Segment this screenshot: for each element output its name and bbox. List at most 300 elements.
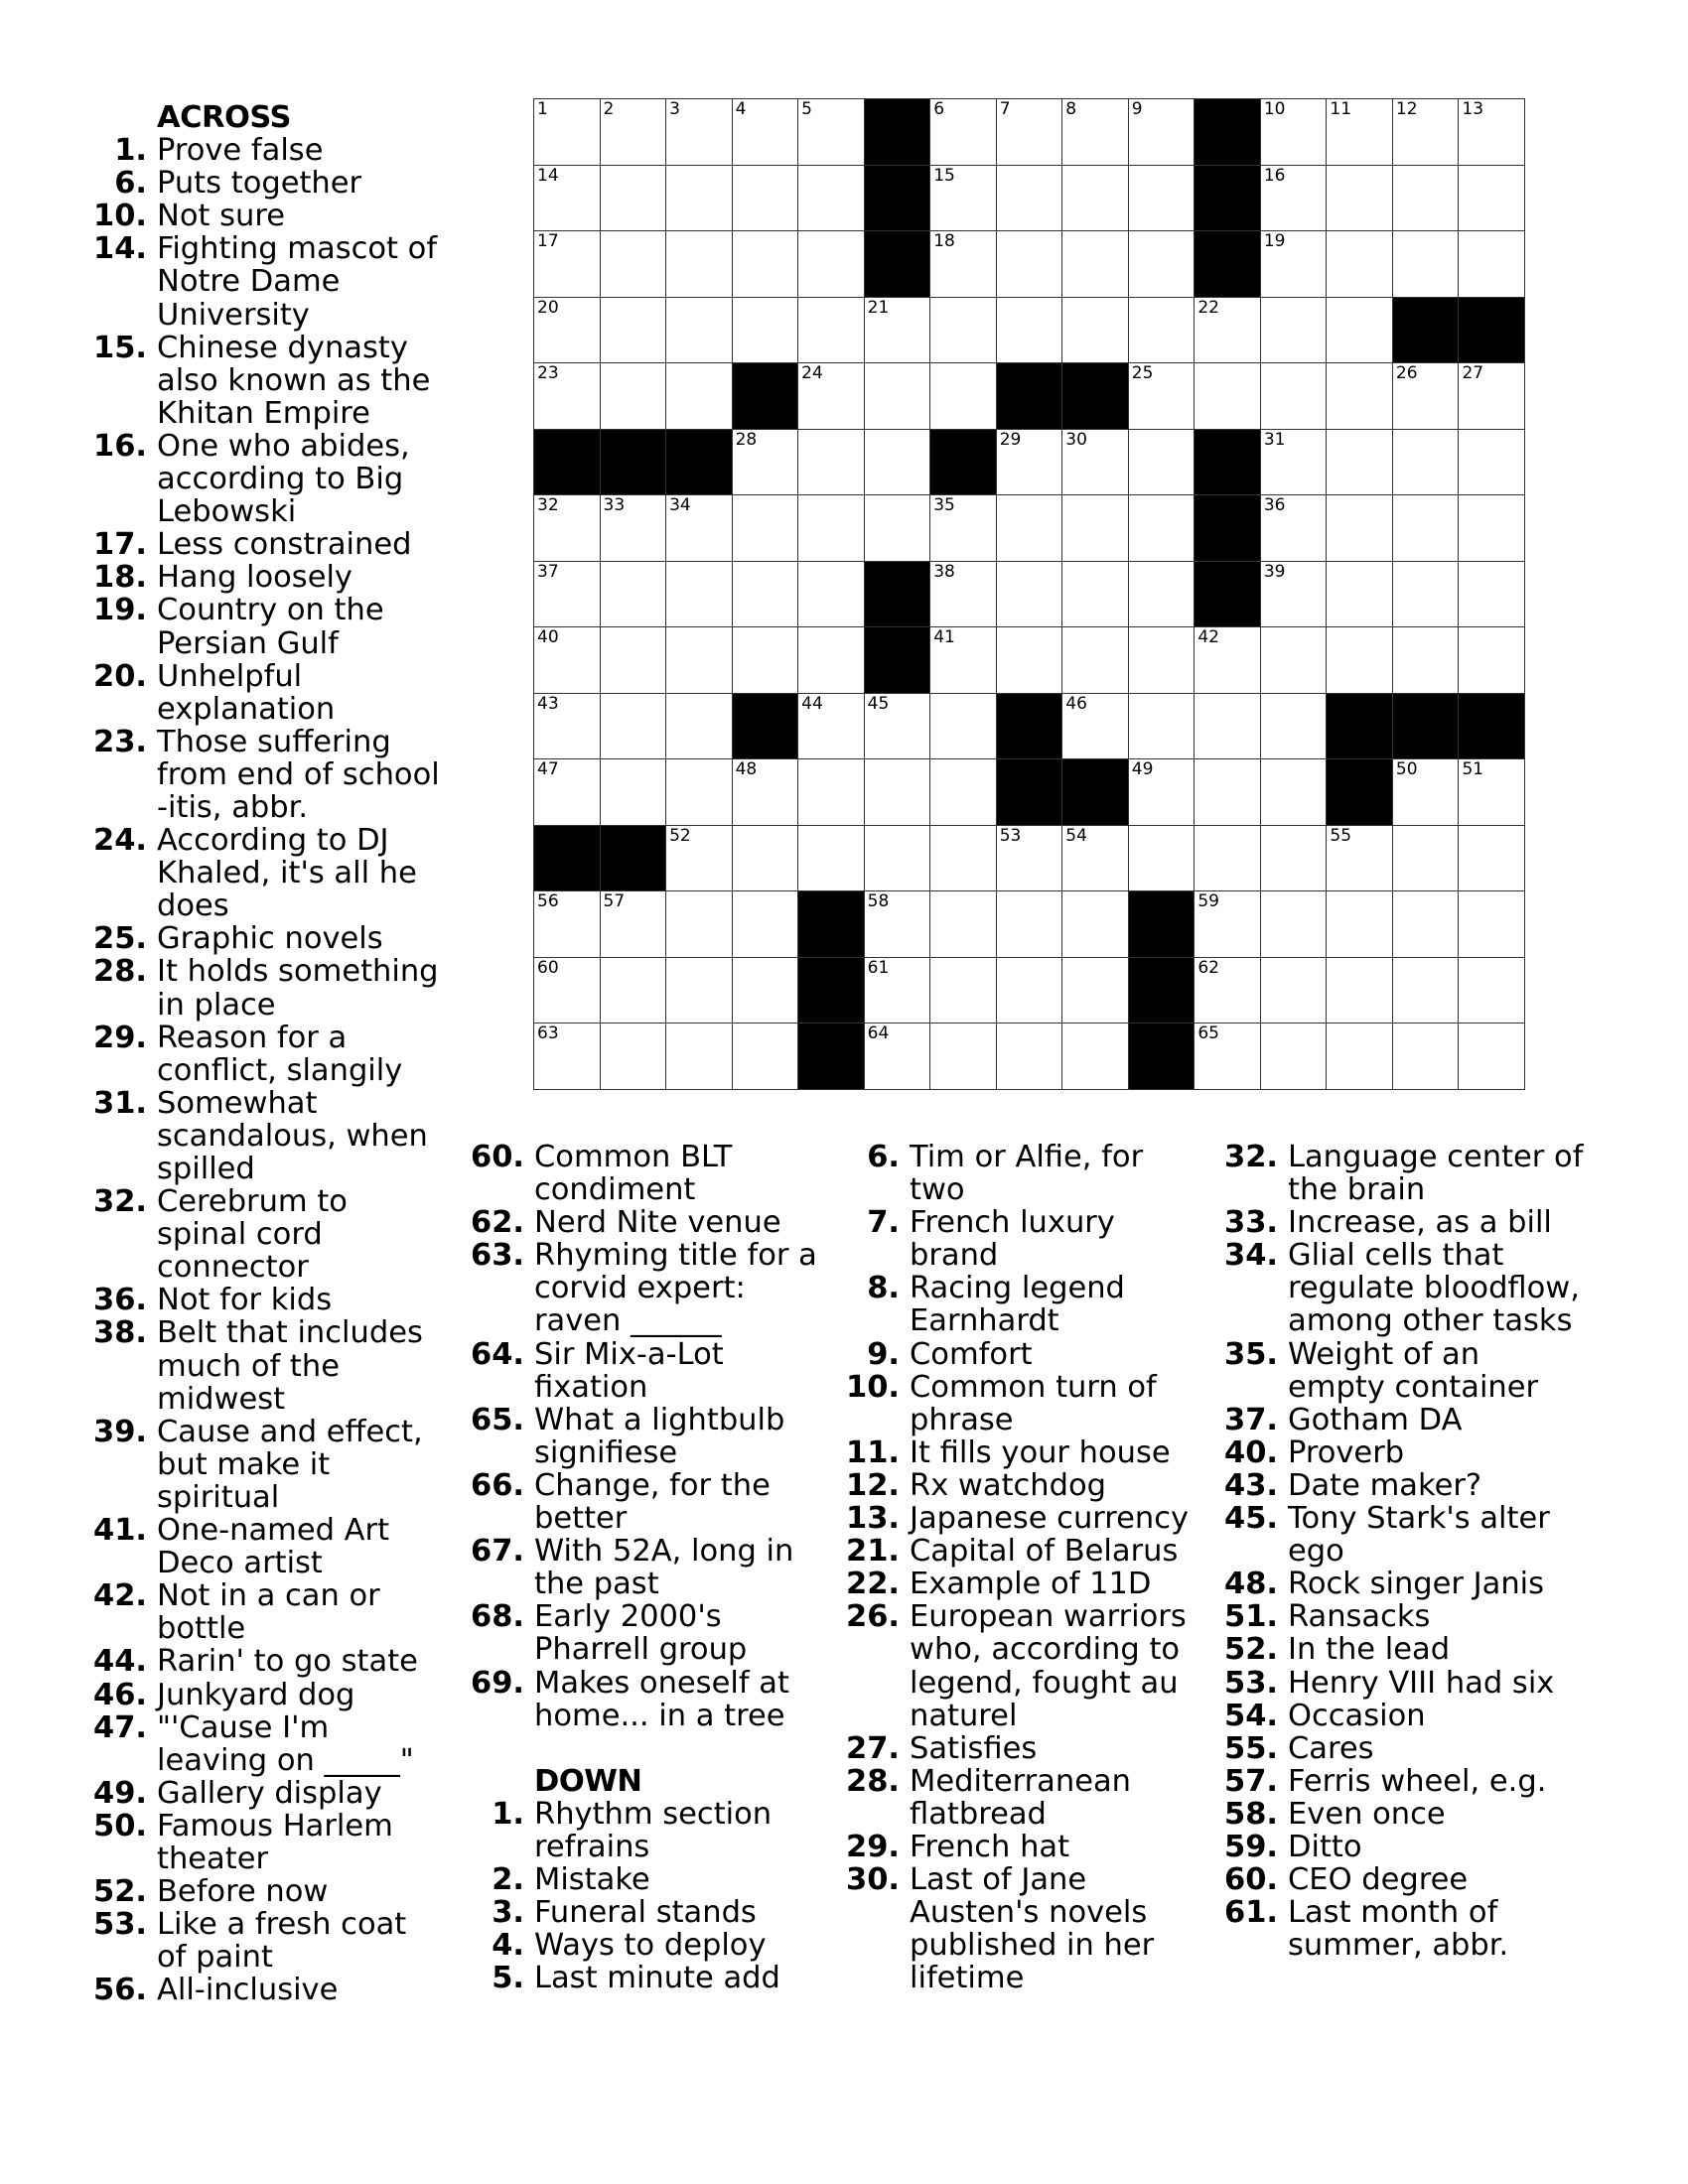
grid-cell [930,759,997,826]
grid-cell [930,627,997,694]
clue-across [92,1315,445,1417]
clue-number: 35. [1223,1336,1278,1372]
clue-down [845,1434,1207,1470]
clue-text: Example of 11D [910,1567,1152,1602]
clue-text: Tim or Alfie, for two [910,1140,1144,1208]
grid-cell [1261,562,1328,628]
clue-text: Prove false [157,133,324,169]
grid-cell [1129,495,1196,562]
clue-text: Cause and effect, but make it spiritual [157,1414,423,1515]
grid-cell [1459,1024,1525,1090]
clue-number: 38. [92,1315,147,1351]
grid-cell-number: 23 [537,363,559,384]
grid-cell [997,495,1063,562]
clue-across [92,330,445,431]
clue-down [1223,1895,1586,1964]
grid-block [1195,231,1261,298]
clue-text: Early 2000's Pharrell group [534,1599,748,1668]
grid-cell [1327,891,1393,958]
clue-down [1223,1698,1586,1733]
grid-cell [1195,298,1261,364]
grid-cell [1327,1024,1393,1090]
grid-cell-number: 56 [537,891,559,912]
grid-cell [534,891,601,958]
clue-number: 10. [845,1369,900,1405]
clue-text: Makes oneself at home... in a tree [534,1665,789,1733]
grid-cell [1261,430,1328,496]
clue-down [1223,1238,1586,1339]
clue-across [92,1907,445,1976]
grid-cell-number: 17 [537,231,559,252]
grid-cell [997,627,1063,694]
grid-cell [865,298,931,364]
clue-text: Proverb [1288,1434,1405,1470]
grid-cell [534,958,601,1024]
clue-down [1223,1796,1586,1832]
grid-cell-number: 47 [537,759,559,780]
grid-cell [1195,363,1261,430]
clue-text: Rock singer Janis [1288,1567,1545,1602]
grid-cell-number: 37 [537,561,559,582]
clue-number: 10. [92,199,147,234]
grid-cell-number: 24 [801,363,823,384]
clue-number: 9. [867,1336,900,1372]
grid-cell [1327,627,1393,694]
grid-cell [1129,759,1196,826]
grid-block [733,363,799,430]
grid-cell [1195,958,1261,1024]
clue-down [1223,1402,1586,1437]
grid-cell-number: 52 [669,825,691,846]
clue-down [1223,1567,1586,1602]
grid-block [865,562,931,628]
clue-number: 57. [1223,1763,1278,1799]
grid-cell [1327,166,1393,232]
grid-cell [666,298,733,364]
grid-cell-number: 54 [1065,825,1087,846]
grid-block [997,363,1063,430]
grid-block [1459,298,1525,364]
clue-across [114,133,445,169]
clue-text: Last of Jane Austen's novels published in her lifetime [910,1862,1155,1996]
clue-number: 64. [470,1336,524,1372]
clue-text: Country on the Persian Gulf [157,593,384,661]
clue-text: Ditto [1288,1829,1362,1864]
clue-text: Unhelpful explanation [157,658,336,727]
grid-cell-number: 44 [801,693,823,714]
grid-cell [534,759,601,826]
grid-cell [601,298,667,364]
grid-cell [997,231,1063,298]
grid-cell-number: 26 [1395,363,1418,384]
clue-number: 52. [1223,1632,1278,1668]
clue-text: Weight of an empty container [1288,1336,1539,1405]
grid-cell-number: 4 [735,99,747,119]
clue-text: Ways to deploy [534,1928,767,1964]
clue-text: Like a fresh coat of paint [157,1907,407,1976]
clue-down [1223,1763,1586,1799]
clue-text: European warriors who, according to legend, fought au naturel [910,1599,1187,1733]
clue-number: 32. [92,1184,147,1220]
grid-cell [534,562,601,628]
grid-cell-number: 22 [1197,297,1219,318]
grid-cell-number: 64 [867,1024,890,1044]
grid-block [865,231,931,298]
grid-cell-number: 35 [933,495,955,516]
clue-number: 36. [92,1283,147,1318]
grid-cell [733,166,799,232]
grid-cell [930,694,997,760]
clue-number: 5. [492,1961,524,1996]
grid-cell-number: 65 [1197,1024,1219,1044]
grid-block [1327,759,1393,826]
clue-down [492,1796,832,1864]
grid-cell [798,562,865,628]
clue-text: Last minute add [534,1961,780,1996]
clue-number: 66. [470,1467,524,1503]
grid-cell [1062,166,1129,232]
grid-cell [997,562,1063,628]
grid-cell-number: 19 [1263,231,1286,252]
grid-cell [1393,231,1460,298]
clue-number: 68. [470,1599,524,1635]
clue-number: 58. [1223,1796,1278,1832]
clue-across [92,823,445,924]
clue-number: 26. [845,1599,900,1635]
grid-cell [733,1024,799,1090]
clue-number: 15. [92,330,147,365]
clue-down [1223,1829,1586,1864]
grid-cell [1129,826,1196,892]
grid-cell [1393,562,1460,628]
grid-cell-number: 12 [1395,99,1418,119]
grid-cell [1261,231,1328,298]
grid-cell-number: 42 [1197,627,1219,648]
grid-cell-number: 58 [867,891,890,912]
clue-number: 16. [92,428,147,464]
clue-text: Not for kids [157,1283,333,1318]
grid-cell [601,495,667,562]
grid-cell [666,694,733,760]
clue-number: 31. [92,1085,147,1121]
grid-cell [601,231,667,298]
clue-across [92,1414,445,1515]
clue-number: 6. [867,1140,900,1174]
grid-cell-number: 29 [999,429,1022,450]
clue-text: Reason for a conflict, slangily [157,1020,403,1088]
grid-cell [601,694,667,760]
grid-cell [1459,166,1525,232]
grid-cell-number: 33 [603,495,626,516]
grid-cell [1459,495,1525,562]
grid-cell [1062,891,1129,958]
clue-down [845,1599,1207,1733]
grid-cell-number: 31 [1263,429,1286,450]
clue-text: Rhythm section refrains [534,1796,773,1864]
grid-cell [1129,298,1196,364]
grid-cell [534,231,601,298]
section-spacer [534,1732,832,1765]
clue-text: Increase, as a bill [1288,1205,1552,1241]
grid-cell-number: 6 [933,99,945,119]
clue-text: It holds something in place [157,954,439,1023]
grid-cell [666,99,733,166]
grid-cell-number: 43 [537,693,559,714]
grid-cell [666,363,733,430]
clue-number: 59. [1223,1829,1278,1864]
clue-text: Hang loosely [157,560,352,596]
clue-number: 43. [1223,1467,1278,1503]
clue-text: Occasion [1288,1698,1426,1733]
clue-across [92,724,445,825]
clue-text: Not in a can or bottle [157,1578,380,1647]
grid-block [1459,694,1525,760]
clue-number: 56. [92,1973,147,2008]
clue-number: 8. [867,1271,900,1306]
grid-cell-number: 61 [867,957,890,978]
clue-number: 25. [92,921,147,957]
grid-block [733,694,799,760]
grid-cell [997,99,1063,166]
clue-down [1223,1632,1586,1668]
clue-down [845,1763,1207,1832]
clue-column-3 [845,1140,1207,1996]
clue-number: 60. [470,1140,524,1174]
grid-cell-number: 46 [1065,693,1087,714]
grid-block [1129,1024,1196,1090]
clue-across [92,1578,445,1647]
clue-number: 65. [470,1402,524,1437]
clue-text: Ransacks [1288,1599,1431,1635]
grid-cell [601,166,667,232]
clue-number: 1. [114,133,147,169]
grid-cell-number: 59 [1197,891,1219,912]
grid-cell [798,298,865,364]
grid-cell-number: 28 [735,429,758,450]
clue-text: Puts together [157,166,362,202]
grid-block [601,826,667,892]
grid-cell [865,430,931,496]
grid-cell [1393,759,1460,826]
grid-cell [666,891,733,958]
clue-across [92,1644,445,1680]
grid-cell [798,694,865,760]
clue-number: 37. [1223,1402,1278,1437]
clue-across [92,593,445,661]
clue-down [845,1730,1207,1766]
clue-text: Japanese currency [910,1501,1190,1537]
clue-down [1223,1467,1586,1503]
clue-number: 12. [845,1467,900,1503]
grid-cell [1062,430,1129,496]
clue-number: 7. [867,1205,900,1241]
clue-text: French luxury brand [910,1205,1115,1274]
clue-text: Somewhat scandalous, when spilled [157,1085,428,1186]
grid-cell [1459,363,1525,430]
clue-number: 3. [492,1895,524,1931]
clue-number: 67. [470,1534,524,1570]
clue-across [92,658,445,727]
clue-across [470,1467,832,1537]
grid-cell-number: 7 [999,99,1011,119]
grid-cell [1393,495,1460,562]
clue-across [92,1677,445,1712]
clue-text: It fills your house [910,1434,1171,1470]
clue-text: Capital of Belarus [910,1534,1179,1570]
grid-cell-number: 3 [669,99,680,119]
grid-cell-number: 63 [537,1024,559,1044]
grid-cell [865,1024,931,1090]
grid-cell-number: 53 [999,825,1022,846]
grid-block [1195,562,1261,628]
clue-text: All-inclusive [157,1973,339,2008]
grid-cell [1261,166,1328,232]
clue-number: 48. [1223,1567,1278,1602]
clue-across [92,1085,445,1186]
grid-cell [601,1024,667,1090]
grid-cell [1062,495,1129,562]
clue-number: 20. [92,658,147,694]
grid-cell [1129,99,1196,166]
grid-cell [666,495,733,562]
clue-number: 51. [1223,1599,1278,1635]
grid-cell [1459,759,1525,826]
grid-cell [1393,166,1460,232]
grid-cell [601,363,667,430]
grid-cell [1195,1024,1261,1090]
grid-cell [1129,166,1196,232]
grid-cell [1327,958,1393,1024]
clue-text: Rx watchdog [910,1467,1107,1503]
clue-text: CEO degree [1288,1862,1469,1898]
clue-down [1223,1730,1586,1766]
grid-cell-number: 20 [537,297,559,318]
clue-across [92,231,445,333]
clue-text: Ferris wheel, e.g. [1288,1763,1547,1799]
clue-across [470,1402,832,1470]
grid-cell [798,627,865,694]
grid-cell [1062,298,1129,364]
grid-cell-number: 51 [1462,759,1484,780]
grid-cell [666,759,733,826]
grid-cell [534,694,601,760]
grid-cell [1129,694,1196,760]
grid-cell [1459,958,1525,1024]
clue-text: According to DJ Khaled, it's all he does [157,823,417,924]
grid-block [865,99,931,166]
clue-text: French hat [910,1829,1070,1864]
clue-across [92,1973,445,2008]
clue-number: 4. [492,1928,524,1964]
grid-cell [733,298,799,364]
grid-cell [930,298,997,364]
grid-cell [930,99,997,166]
clue-text: Not sure [157,199,285,234]
clue-number: 49. [92,1775,147,1811]
grid-cell [798,99,865,166]
clue-text: Graphic novels [157,921,383,957]
grid-cell [1062,694,1129,760]
grid-cell [1261,958,1328,1024]
grid-cell-number: 45 [867,693,890,714]
clue-down [1223,1205,1586,1241]
grid-cell [1327,99,1393,166]
grid-cell [1261,495,1328,562]
grid-cell-number: 38 [933,561,955,582]
grid-cell [534,627,601,694]
clue-text: Common turn of phrase [910,1369,1157,1437]
clue-number: 32. [1223,1140,1278,1174]
grid-cell [733,891,799,958]
clue-down [845,1534,1207,1570]
grid-cell-number: 50 [1395,759,1418,780]
grid-block [865,627,931,694]
clue-number: 63. [470,1238,524,1274]
clue-down [845,1369,1207,1437]
clue-text: Mediterranean flatbread [910,1763,1131,1832]
clue-number: 17. [92,527,147,563]
grid-cell [601,99,667,166]
grid-cell [666,562,733,628]
clue-text: Even once [1288,1796,1446,1832]
grid-cell [666,958,733,1024]
clue-down [845,1829,1207,1864]
grid-cell [1261,1024,1328,1090]
clue-number: 44. [92,1644,147,1680]
grid-cell [1327,495,1393,562]
clue-number: 50. [92,1808,147,1843]
clue-number: 62. [470,1205,524,1241]
clue-text: Before now [157,1874,329,1910]
clue-text: Gallery display [157,1775,382,1811]
clue-down [492,1928,832,1964]
clue-across [92,921,445,957]
grid-block [534,430,601,496]
grid-cell [1195,891,1261,958]
grid-cell [930,231,997,298]
grid-cell [733,495,799,562]
grid-cell-number: 39 [1263,561,1286,582]
clue-text: One-named Art Deco artist [157,1513,390,1581]
grid-cell [1459,99,1525,166]
grid-cell [666,231,733,298]
grid-cell [1327,231,1393,298]
clue-text: Change, for the better [534,1467,771,1537]
clue-text: Glial cells that regulate bloodflow, among other tasks [1288,1238,1580,1339]
clue-number: 45. [1223,1501,1278,1537]
grid-cell [798,166,865,232]
grid-cell [1195,627,1261,694]
clue-number: 40. [1223,1434,1278,1470]
grid-cell [1393,627,1460,694]
grid-block [1195,99,1261,166]
clue-text: Funeral stands [534,1895,757,1931]
grid-cell [798,363,865,430]
clue-text: Mistake [534,1861,650,1897]
grid-cell [1129,231,1196,298]
crossword-grid [533,98,1525,1090]
grid-cell [1129,430,1196,496]
grid-cell [1393,891,1460,958]
clue-number: 1. [492,1796,524,1832]
clue-text: Tony Stark's alter ego [1288,1501,1550,1570]
clue-number: 30. [845,1862,900,1898]
grid-cell [798,231,865,298]
grid-cell [798,430,865,496]
grid-cell [865,759,931,826]
clue-column-4 [1223,1140,1586,1964]
clue-number: 21. [845,1534,900,1570]
